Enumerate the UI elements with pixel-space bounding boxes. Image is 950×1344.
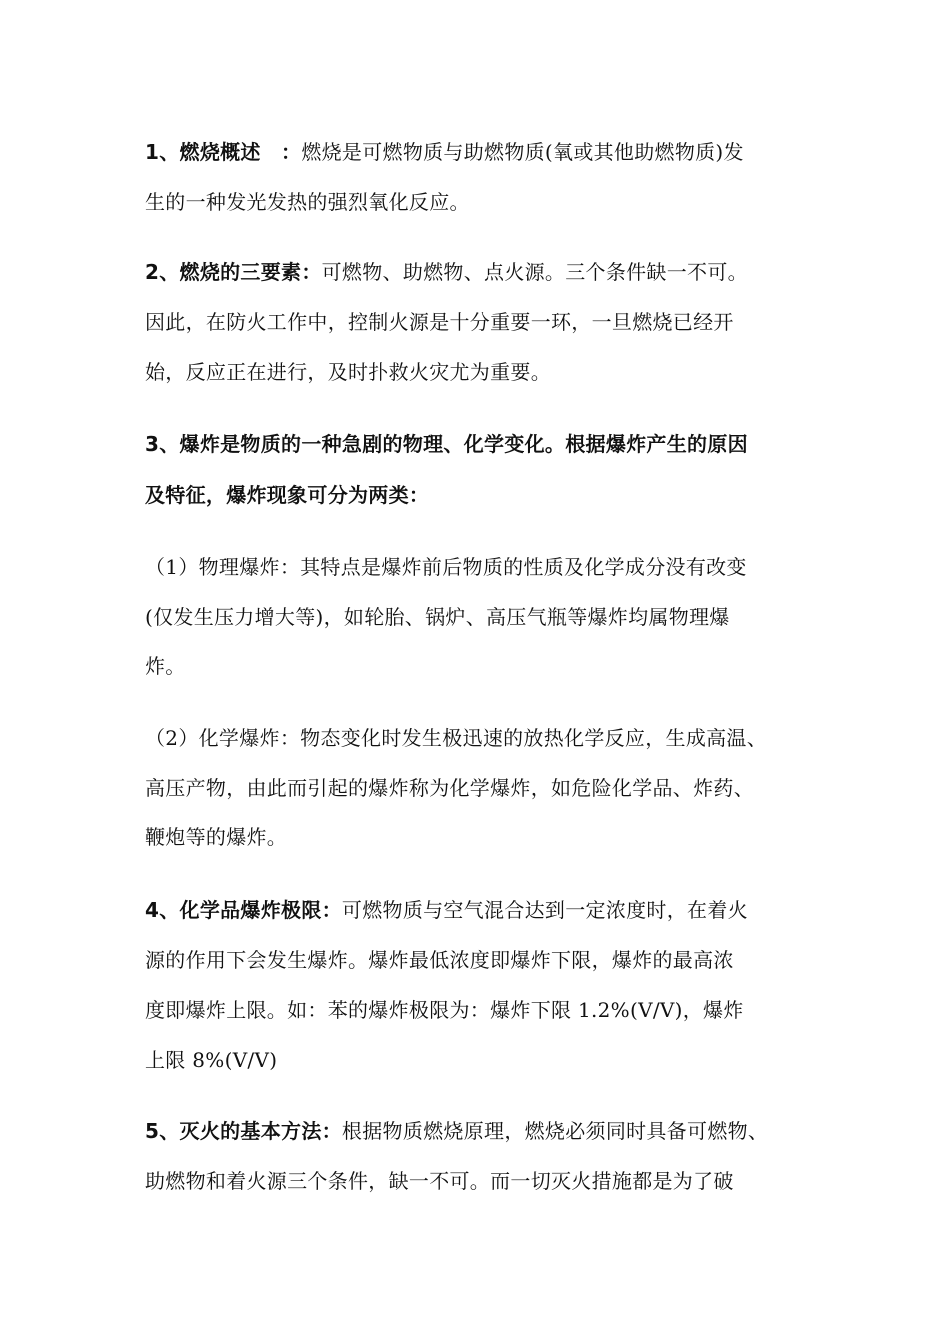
section-4-line-4: 上限 8%(V/V) [145,1048,278,1072]
section-5-line-1 [145,1117,768,1145]
section-3a-line-3: 炸。 [145,654,186,678]
section-4-line-3: 度即爆炸上限。如：苯的爆炸极限为：爆炸下限 1.2%(V/V)，爆炸 [145,998,744,1022]
section-3b-line-2: 高压产物，由此而引起的爆炸称为化学爆炸，如危险化学品、炸药、 [145,776,754,800]
section-2-line-1 [145,258,748,286]
section-2-line-3: 始，反应正在进行，及时扑救火灾尤为重要。 [145,360,551,384]
section-3b-line-3: 鞭炮等的爆炸。 [145,825,288,849]
section-3b-line-1: （2）化学爆炸：物态变化时发生极迅速的放热化学反应，生成高温、 [145,726,768,750]
section-3a-line-2: (仅发生压力增大等)，如轮胎、锅炉、高压气瓶等爆炸均属物理爆 [145,605,730,629]
section-5-text: 根据物质燃烧原理，燃烧必须同时具备可燃物、 [341,1119,769,1143]
section-2-text: 可燃物、助燃物、点火源。三个条件缺一不可。 [321,260,748,284]
section-5-heading: 5、灭火的基本方法： [145,1119,342,1143]
section-3-line-1: 3、爆炸是物质的一种急剧的物理、化学变化。根据爆炸产生的原因 [145,432,748,456]
section-2-heading: 2、燃烧的三要素： [145,260,322,284]
section-5-line-2: 助燃物和着火源三个条件，缺一不可。而一切灭火措施都是为了破 [145,1169,734,1193]
section-3-line-2: 及特征，爆炸现象可分为两类： [145,483,430,507]
section-4-line-1 [145,896,748,924]
section-1-line-2: 生的一种发光发热的强烈氧化反应。 [145,190,470,214]
section-3a-line-1: （1）物理爆炸：其特点是爆炸前后物质的性质及化学成分没有改变 [145,555,747,579]
section-1-heading: 1、燃烧概述 ： [145,140,302,164]
section-4-line-2: 源的作用下会发生爆炸。爆炸最低浓度即爆炸下限，爆炸的最高浓 [145,948,734,972]
section-1-text: 燃烧是可燃物质与助燃物质(氧或其他助燃物质)发 [301,140,744,164]
section-4-heading: 4、化学品爆炸极限： [145,898,342,922]
section-4-text: 可燃物质与空气混合达到一定浓度时，在着火 [341,898,748,922]
section-2-line-2: 因此，在防火工作中，控制火源是十分重要一环，一旦燃烧已经开 [145,310,734,334]
section-1-line-1 [145,138,744,166]
